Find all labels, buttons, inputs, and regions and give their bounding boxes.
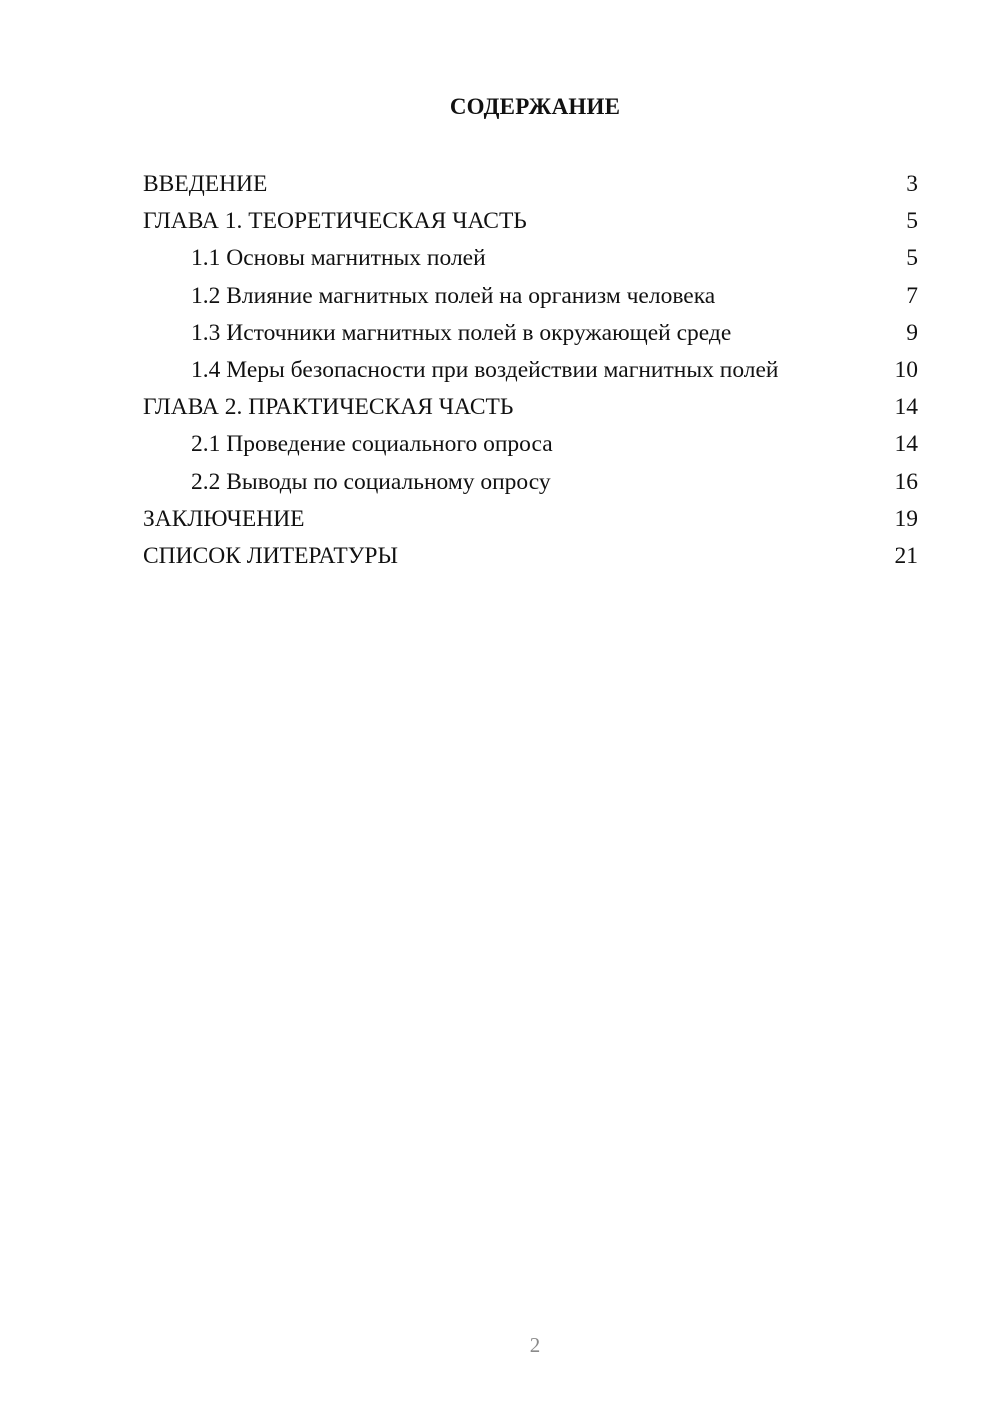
toc-entry-chapter-1 xyxy=(143,203,918,240)
toc-entry-label: ЗАКЛЮЧЕНИЕ xyxy=(143,505,305,532)
toc-entry-section-2-1 xyxy=(143,426,918,463)
toc-entry-conclusion xyxy=(143,501,918,538)
toc-entry-page: 9 xyxy=(906,319,918,346)
toc-entry-label: 2.2 Выводы по социальному опросу xyxy=(191,468,551,495)
toc-entry-label: ГЛАВА 1. ТЕОРЕТИЧЕСКАЯ ЧАСТЬ xyxy=(143,208,527,235)
toc-entry-references xyxy=(143,538,918,575)
toc-entry-section-1-2 xyxy=(143,278,918,315)
toc-entry-label: ГЛАВА 2. ПРАКТИЧЕСКАЯ ЧАСТЬ xyxy=(143,394,514,421)
toc-entry-section-2-2 xyxy=(143,464,918,501)
toc-entry-section-1-1 xyxy=(143,240,918,277)
toc-entry-label: 2.1 Проведение социального опроса xyxy=(191,431,553,458)
toc-entry-page: 5 xyxy=(906,245,918,272)
toc-entry-section-1-4 xyxy=(143,352,918,389)
toc-entry-page: 21 xyxy=(894,542,918,569)
toc-entry-label: 1.1 Основы магнитных полей xyxy=(191,245,486,272)
toc-entry-introduction xyxy=(143,166,918,203)
toc-entry-chapter-2 xyxy=(143,389,918,426)
table-of-contents xyxy=(143,166,918,575)
toc-entry-page: 14 xyxy=(894,431,918,458)
toc-entry-page: 10 xyxy=(894,356,918,383)
toc-entry-page: 16 xyxy=(894,468,918,495)
toc-entry-section-1-3 xyxy=(143,315,918,352)
page-number: 2 xyxy=(529,1333,541,1357)
toc-entry-label: 1.3 Источники магнитных полей в окружающей среде xyxy=(191,319,732,346)
toc-entry-page: 5 xyxy=(906,208,918,235)
toc-entry-page: 19 xyxy=(894,505,918,532)
toc-entry-label: СПИСОК ЛИТЕРАТУРЫ xyxy=(143,542,398,569)
toc-entry-label: 1.2 Влияние магнитных полей на организм человека xyxy=(191,282,716,309)
toc-entry-label: 1.4 Меры безопасности при воздействии магнитных полей xyxy=(191,356,779,383)
toc-entry-page: 14 xyxy=(894,394,918,421)
toc-title: СОДЕРЖАНИЕ xyxy=(449,94,621,119)
toc-entry-page: 3 xyxy=(906,171,918,197)
toc-entry-label: ВВЕДЕНИЕ xyxy=(143,171,268,197)
toc-entry-page: 7 xyxy=(906,282,918,309)
